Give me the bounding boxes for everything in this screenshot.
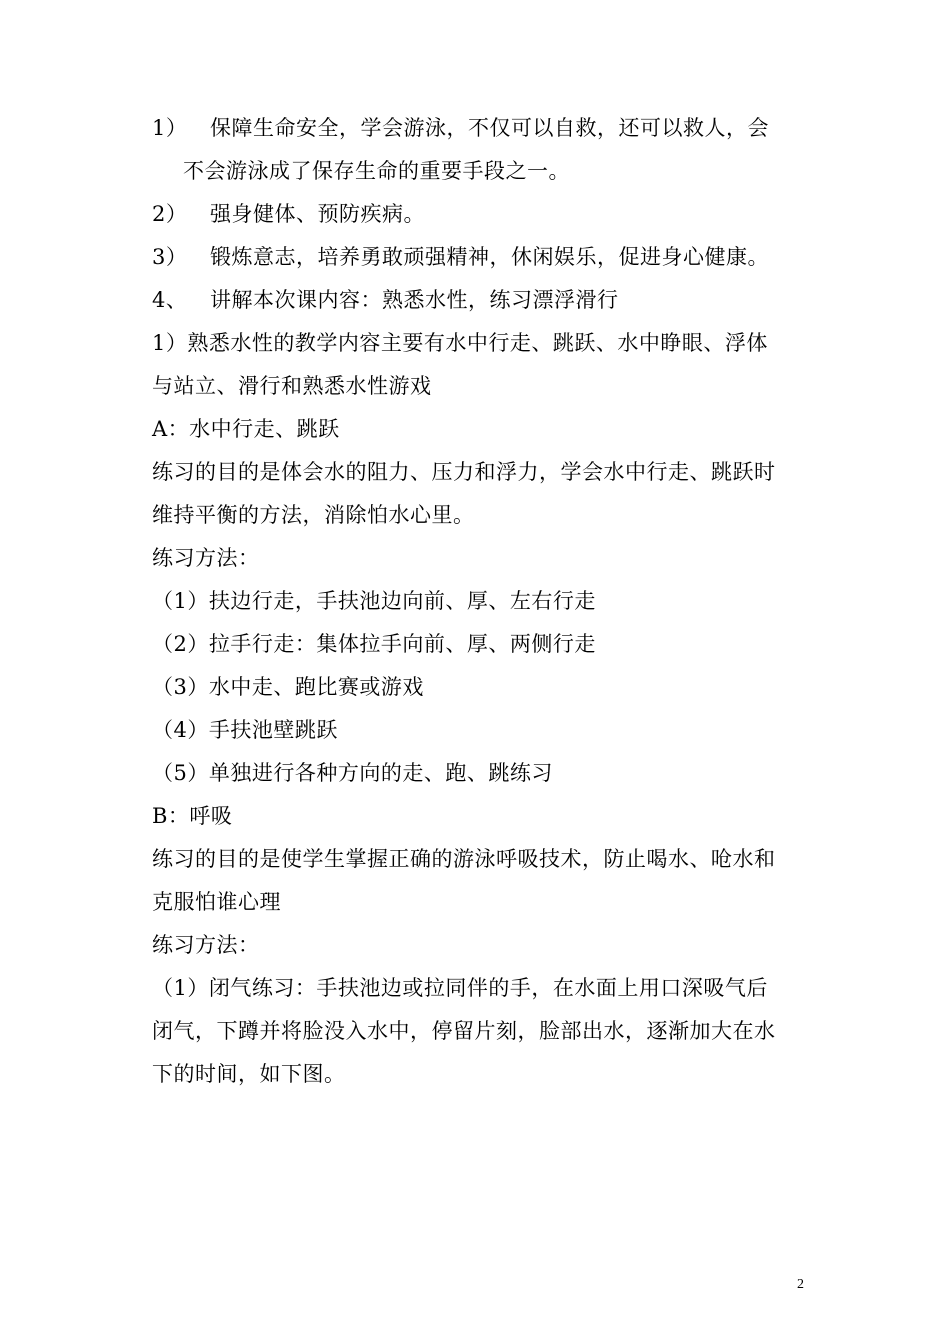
- list-number: 1）: [152, 116, 188, 140]
- paragraph-line: 与站立、滑行和熟悉水性游戏: [152, 374, 432, 398]
- method-item: （3）水中走、跑比赛或游戏: [152, 675, 424, 699]
- method-item: （1）扶边行走，手扶池边向前、厚、左右行走: [152, 589, 596, 613]
- method-item: （4）手扶池壁跳跃: [152, 718, 338, 742]
- list-number: 3）: [152, 245, 188, 269]
- section-heading: B：呼吸: [152, 804, 233, 828]
- method-item: （5）单独进行各种方向的走、跑、跳练习: [152, 761, 553, 785]
- page-number: 2: [797, 1277, 804, 1292]
- paragraph-line: 练习的目的是使学生掌握正确的游泳呼吸技术，防止喝水、呛水和: [152, 847, 776, 871]
- paragraph-line: 克服怕谁心理: [152, 890, 281, 914]
- paragraph-line: 不会游泳成了保存生命的重要手段之一。: [183, 159, 570, 183]
- method-item: （1）闭气练习：手扶池边或拉同伴的手，在水面上用口深吸气后: [152, 976, 768, 1000]
- section-label: 练习方法：: [152, 546, 260, 570]
- paragraph-text: 锻炼意志，培养勇敢顽强精神，休闲娱乐，促进身心健康。: [210, 245, 769, 269]
- paragraph-text: 讲解本次课内容：熟悉水性，练习漂浮滑行: [210, 288, 619, 312]
- paragraph-line: 闭气，下蹲并将脸没入水中，停留片刻，脸部出水，逐渐加大在水: [152, 1019, 776, 1043]
- paragraph-line: 维持平衡的方法，消除怕水心里。: [152, 503, 475, 527]
- list-item-2: [152, 199, 425, 229]
- paragraph-line: 练习的目的是体会水的阻力、压力和浮力，学会水中行走、跳跃时: [152, 460, 776, 484]
- paragraph-line: 1）熟悉水性的教学内容主要有水中行走、跳跃、水中睁眼、浮体: [152, 331, 768, 355]
- list-item-1: [152, 113, 769, 143]
- list-item-4: [152, 285, 619, 315]
- paragraph-line: 下的时间，如下图。: [152, 1062, 346, 1086]
- list-item-3: [152, 242, 769, 272]
- paragraph-text: 保障生命安全，学会游泳，不仅可以自救，还可以救人，会: [210, 116, 769, 140]
- paragraph-text: 强身健体、预防疾病。: [210, 202, 425, 226]
- method-item: （2）拉手行走：集体拉手向前、厚、两侧行走: [152, 632, 596, 656]
- list-number: 4、: [152, 288, 188, 312]
- list-number: 2）: [152, 202, 188, 226]
- section-label: 练习方法：: [152, 933, 260, 957]
- section-heading: A：水中行走、跳跃: [152, 417, 340, 441]
